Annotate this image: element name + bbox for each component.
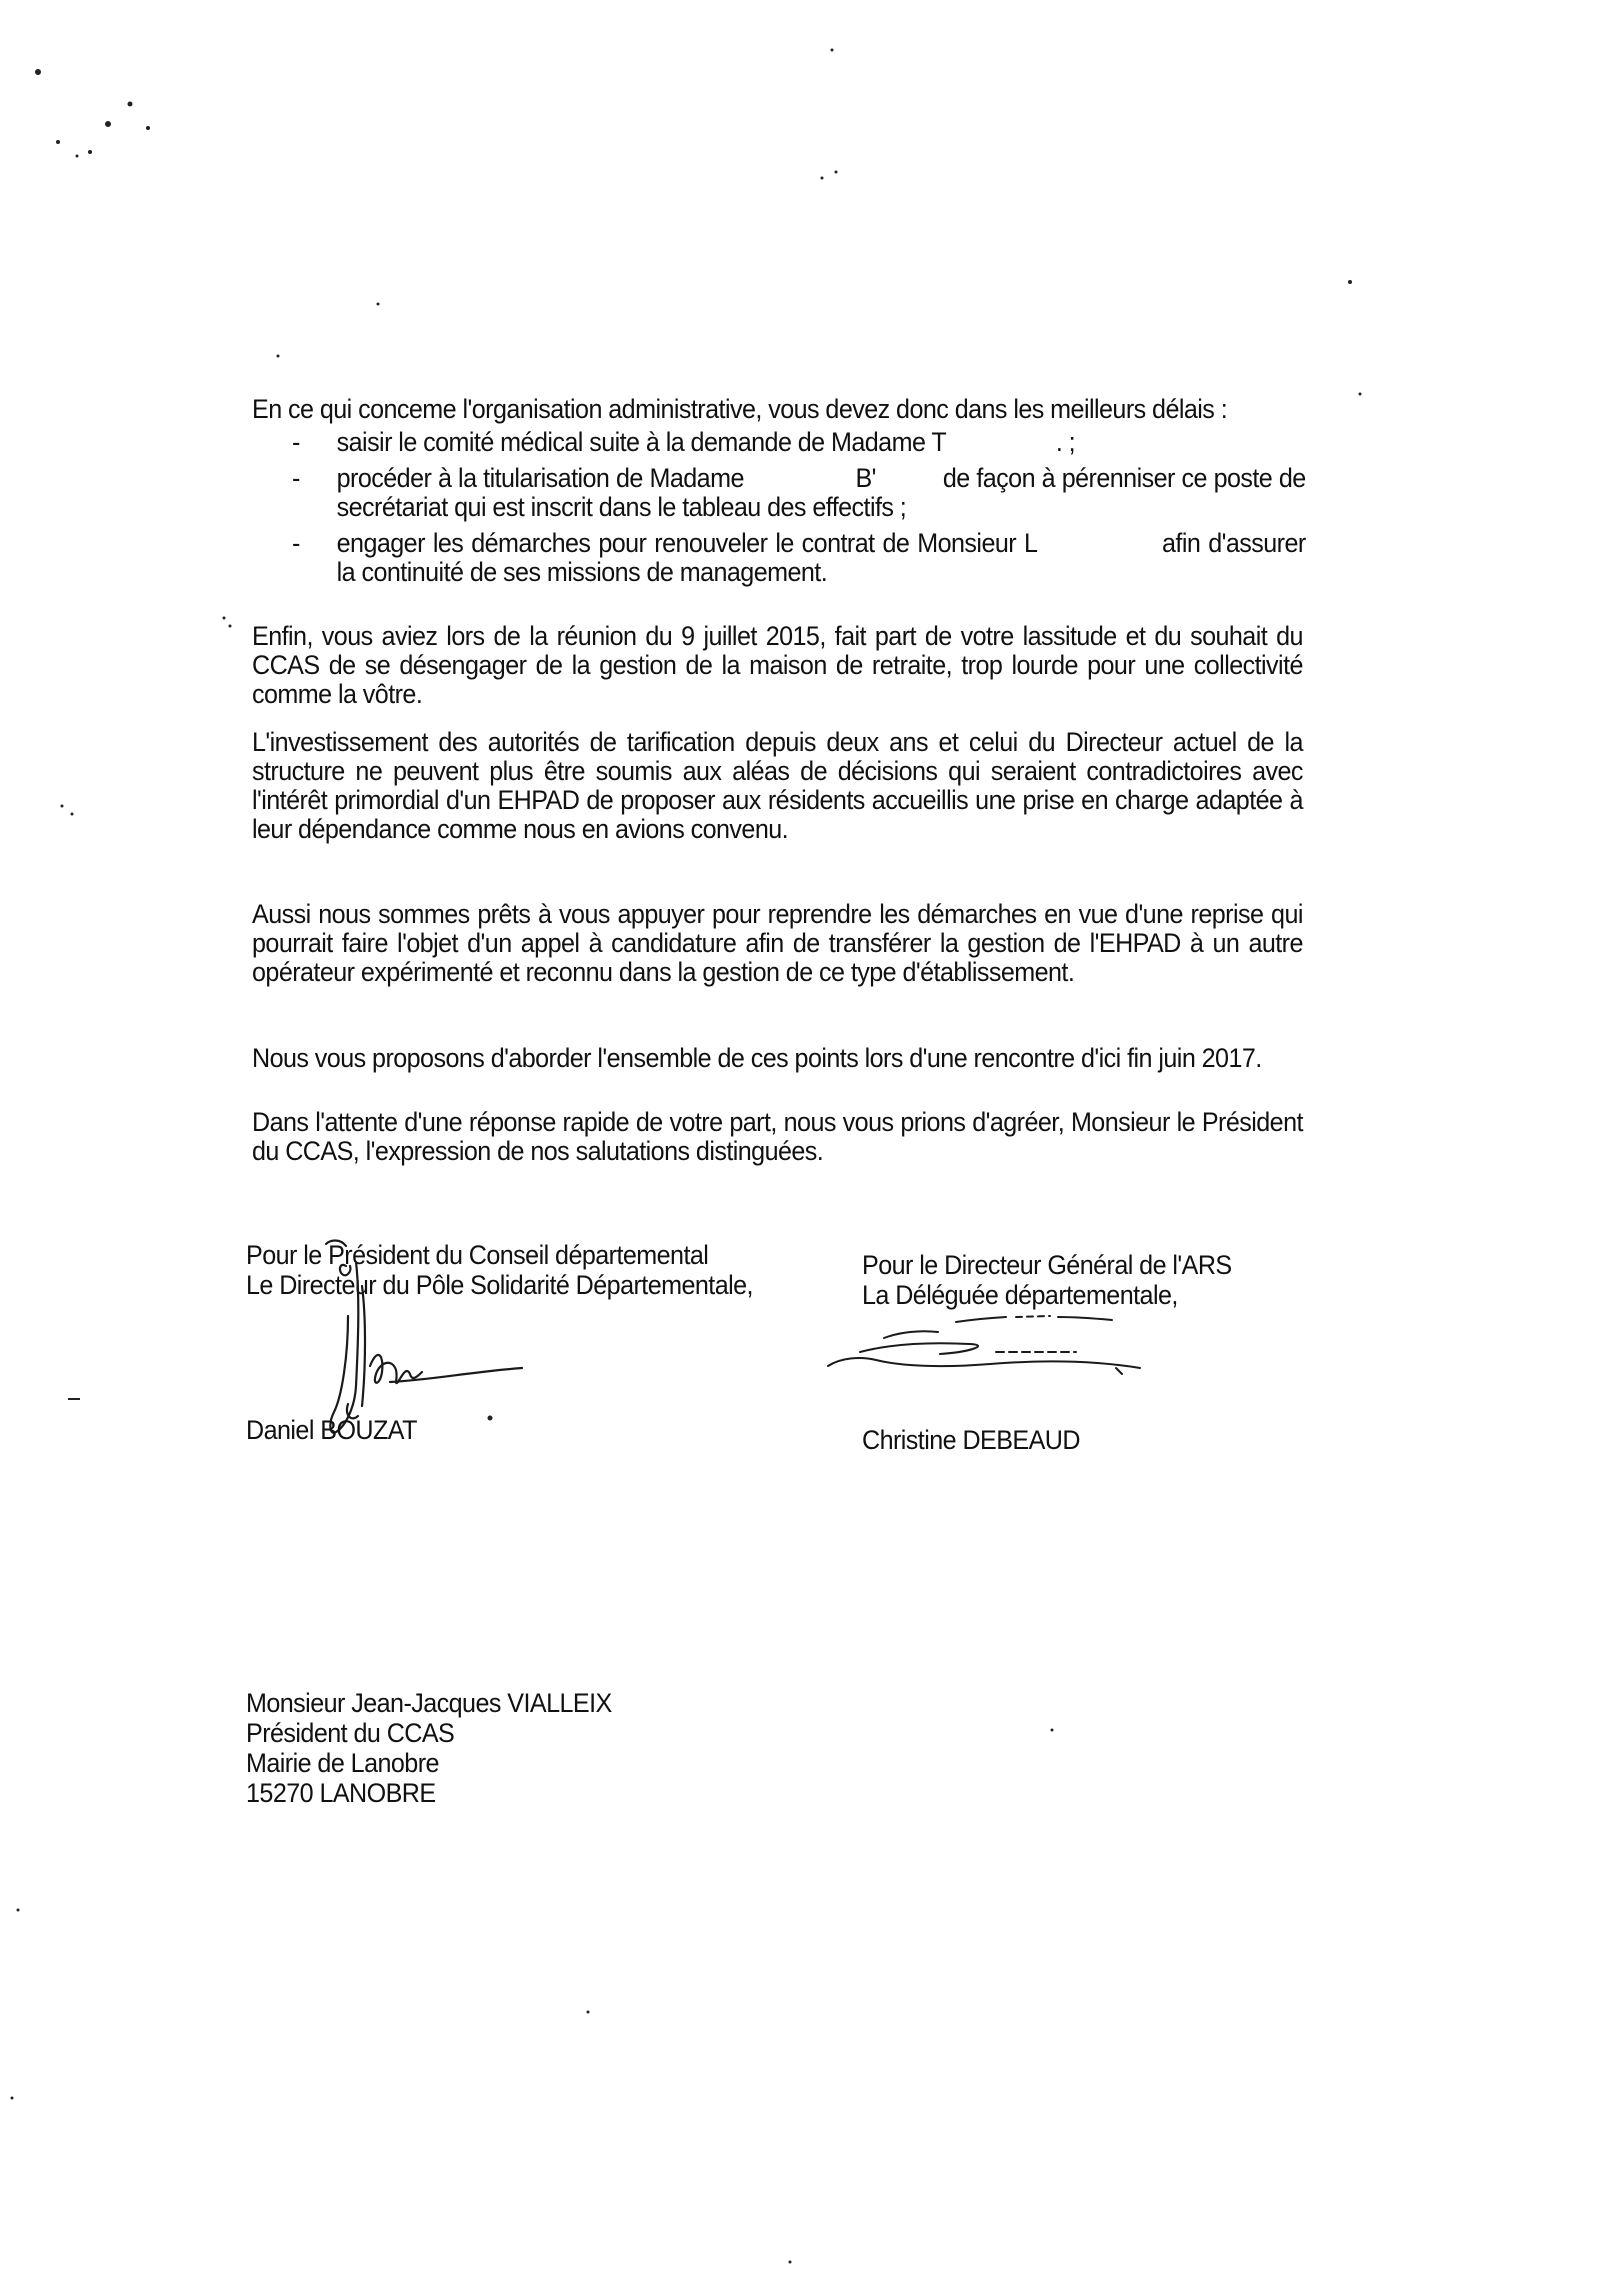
bullet-text: saisir le comité médical suite à la demande de Madame T xyxy=(336,427,947,457)
bullet-dash: - xyxy=(292,463,300,493)
list-item xyxy=(292,464,1306,522)
signature-right xyxy=(820,1308,1150,1398)
bullet-text: engager les démarches pour renouveler le contrat de Monsieur L xyxy=(336,528,1038,558)
action-list xyxy=(292,428,1306,594)
paragraph-aussi: Aussi nous sommes prêts à vous appuyer pour reprendre les démarches en vue d'une reprise qui pourrait faire l'objet d'un appel à candidature afin de transférer la gestion de l'EHPAD à un autre opérateur expérimenté et reconnu dans la gestion de ce type d'établissement. xyxy=(252,899,1303,987)
signatory-left-line2: Le Directeur du Pôle Solidarité Départementale, xyxy=(246,1270,753,1300)
intro-paragraph: En ce qui conceme l'organisation administrative, vous devez donc dans les meilleurs délais : xyxy=(252,394,1228,424)
signatory-left-name: Daniel BOUZAT xyxy=(246,1415,417,1445)
paragraph-investissement: L'investissement des autorités de tarification depuis deux ans et celui du Directeur actuel de la structure ne peuvent plus être soumis aux aléas de décisions qui seraient contradictoires avec l'intérêt primordial d'un EHPAD de proposer aux résidents accueillis une prise en charge adaptée à leur dépendance comme nous en avions convenu. xyxy=(252,727,1303,844)
bullet-text-suffix: de façon à pérenniser ce poste de secrétariat qui est inscrit dans le tableau des effectifs ; xyxy=(336,463,1306,522)
paragraph-nous: Nous vous proposons d'aborder l'ensemble de ces points lors d'une rencontre d'ici fin juin 2017. xyxy=(252,1043,1262,1073)
recipient-line2: Président du CCAS xyxy=(246,1718,455,1748)
signatory-right-block xyxy=(862,1250,1383,1310)
signatory-left-line1: Pour le Président du Conseil départemental xyxy=(246,1240,709,1270)
recipient-address xyxy=(246,1688,612,1808)
bullet-name-initial: B' xyxy=(855,463,876,493)
bullet-dash: - xyxy=(292,427,300,457)
recipient-line1: Monsieur Jean-Jacques VIALLEIX xyxy=(246,1688,612,1718)
bullet-text: procéder à la titularisation de Madame xyxy=(336,463,744,493)
bullet-text-suffix: afin d'assurer la continuité de ses missions de management. xyxy=(336,528,1306,587)
bullet-dash: - xyxy=(292,528,300,558)
bullet-text-suffix: . ; xyxy=(1055,427,1076,457)
signatory-right-line2: La Déléguée départementale, xyxy=(862,1280,1178,1310)
recipient-line3: Mairie de Lanobre xyxy=(246,1748,439,1778)
list-item xyxy=(292,529,1306,587)
recipient-line4: 15270 LANOBRE xyxy=(246,1778,436,1808)
list-item xyxy=(292,428,1306,457)
signatory-right-name: Christine DEBEAUD xyxy=(862,1425,1080,1455)
signatory-right-line1: Pour le Directeur Général de l'ARS xyxy=(862,1250,1232,1280)
paragraph-closing: Dans l'attente d'une réponse rapide de votre part, nous vous prions d'agréer, Monsieur le Président du CCAS, l'expression de nos salutations distinguées. xyxy=(252,1107,1303,1166)
paragraph-enfin: Enfin, vous aviez lors de la réunion du 9 juillet 2015, fait part de votre lassitude et du souhait du CCAS de se désengager de la gestion de la maison de retraite, trop lourde pour une collectivité comme la vôtre. xyxy=(252,621,1303,709)
